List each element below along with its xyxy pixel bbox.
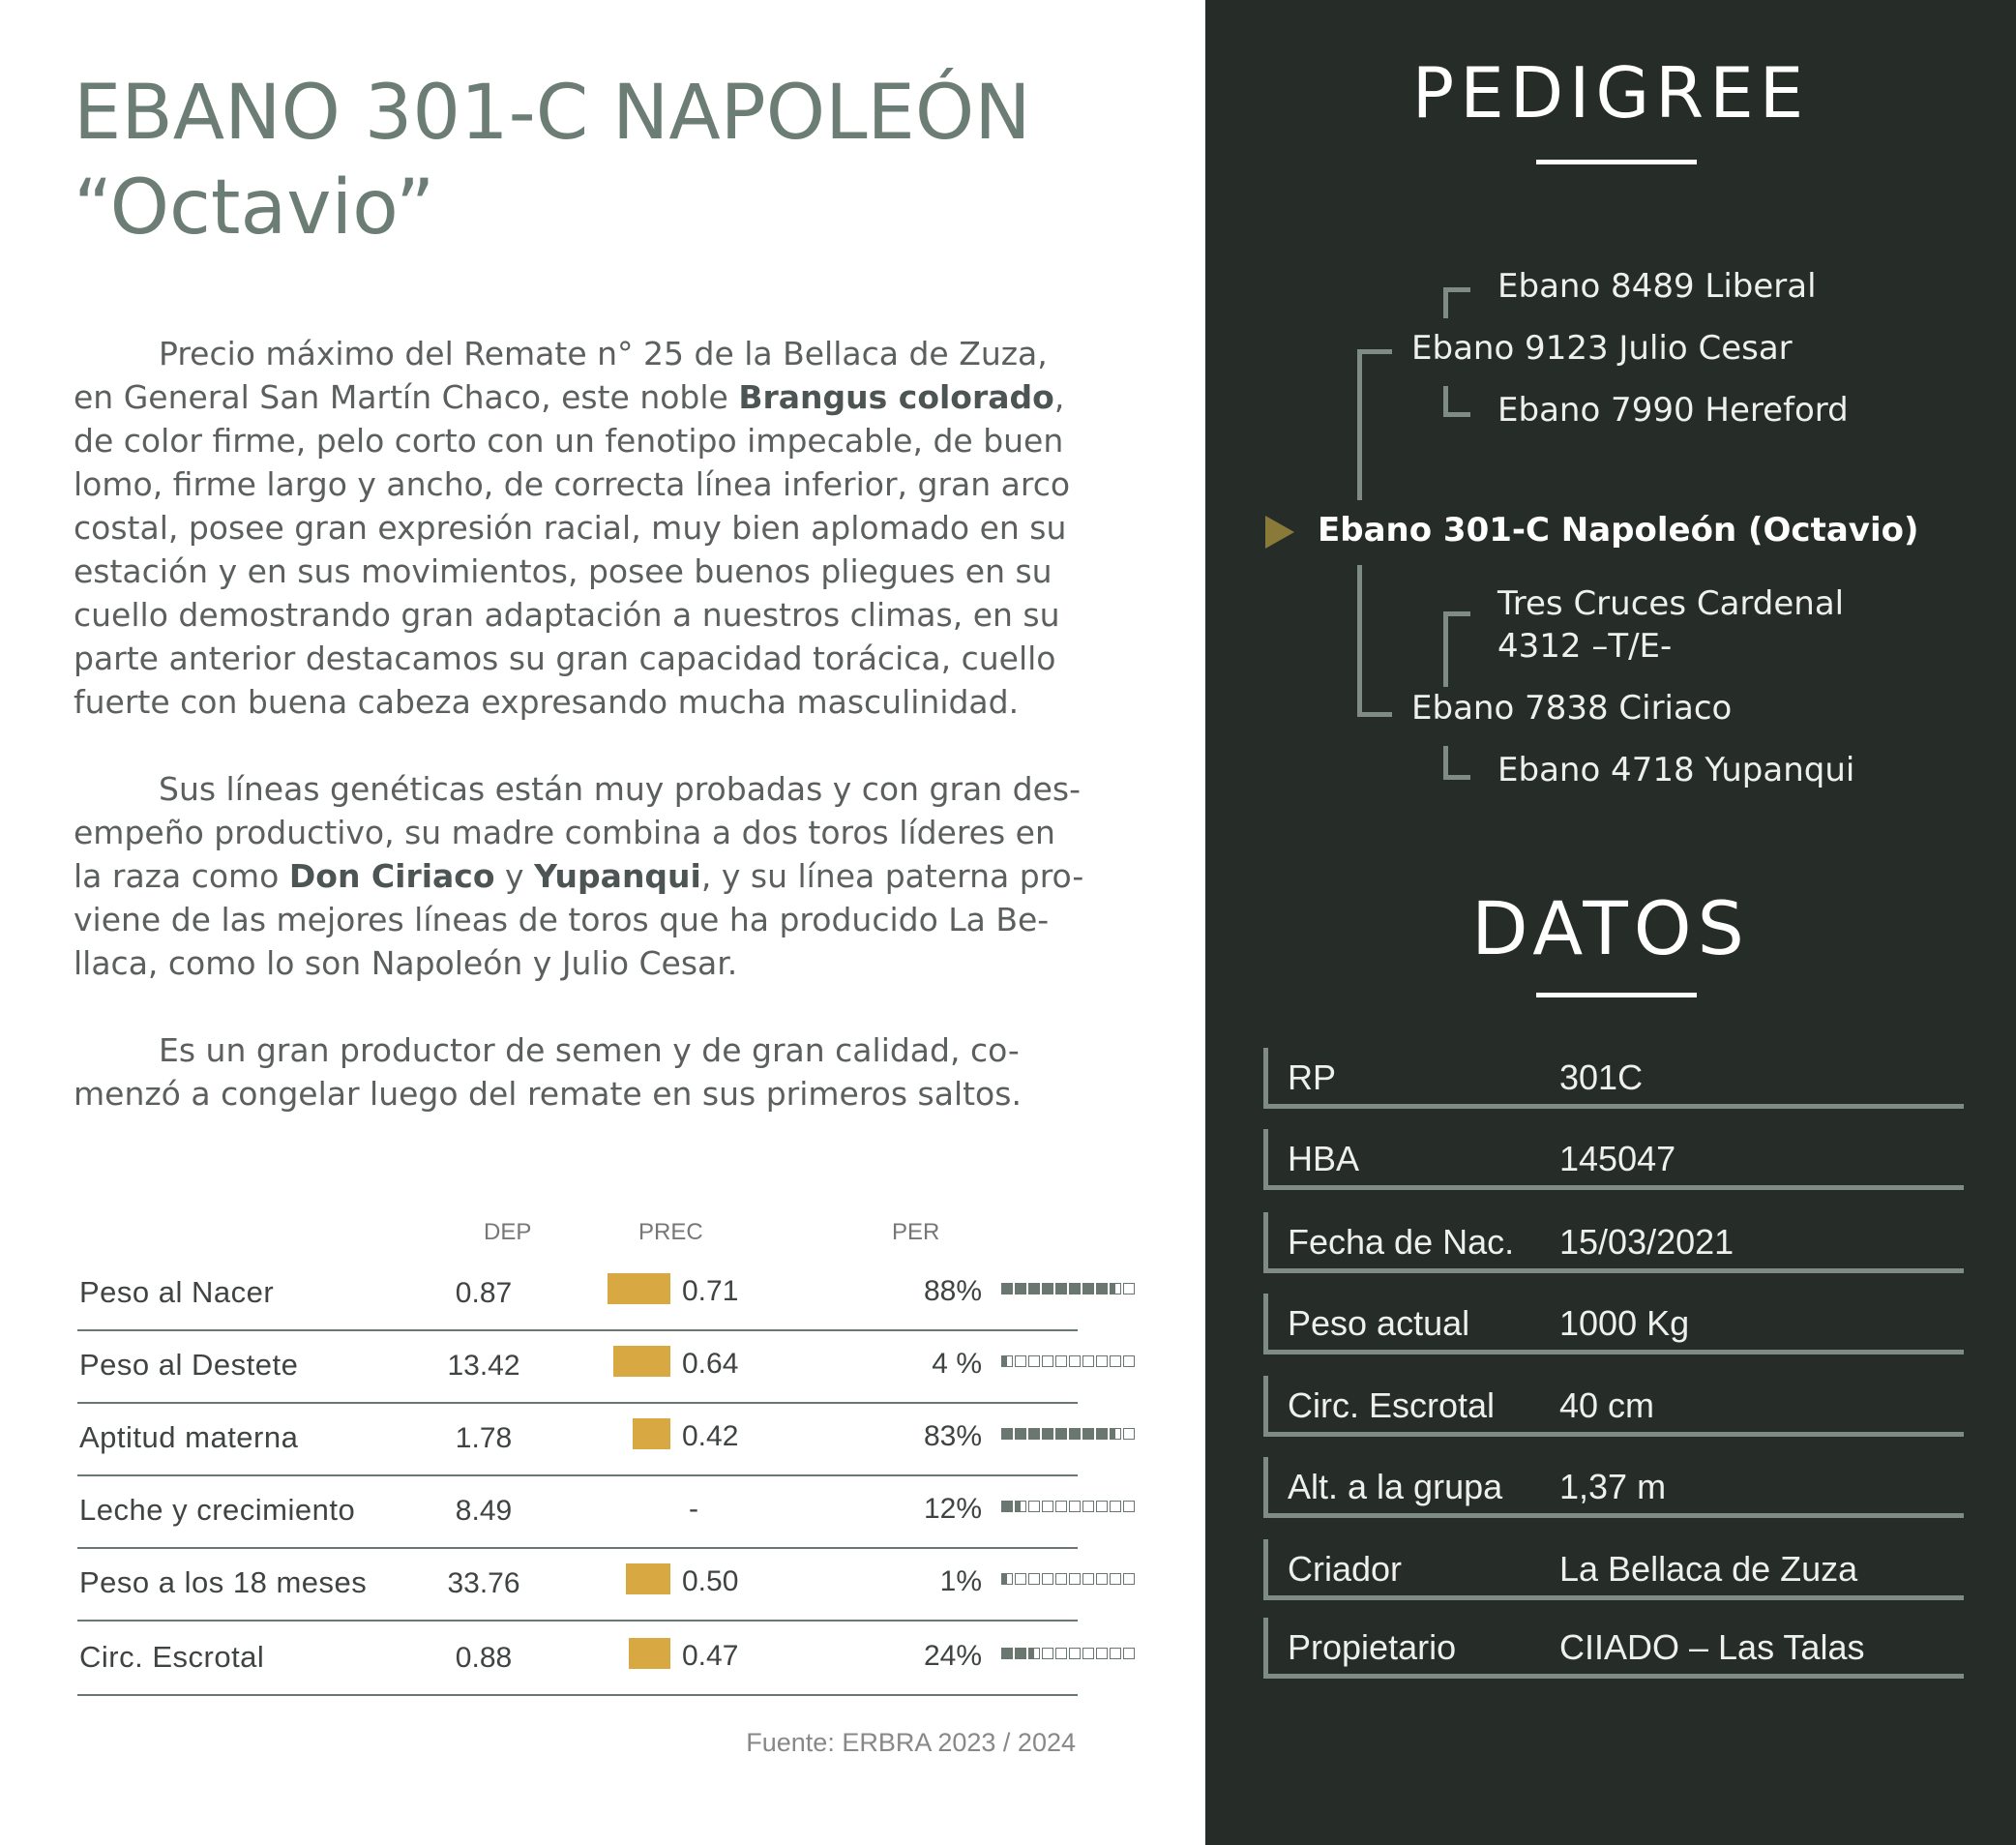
- percentile-square: [1069, 1428, 1081, 1440]
- datos-heading: DATOS: [1471, 885, 1750, 971]
- description-paragraph-3: [74, 1028, 1099, 1116]
- prec-value: 0.71: [682, 1275, 739, 1307]
- percentile-squares: [1001, 1573, 1135, 1587]
- dam: Ebano 7838 Ciriaco: [1411, 689, 1733, 728]
- percentile-squares: [1001, 1428, 1135, 1442]
- bull-nickname-title: “Octavio”: [74, 164, 435, 252]
- percentile-square: [1042, 1428, 1053, 1440]
- tree-line: [1443, 775, 1470, 780]
- per-value: 12%: [923, 1493, 982, 1525]
- tree-line: [1443, 746, 1448, 778]
- pedigree-heading: PEDIGREE: [1411, 52, 1810, 134]
- datos-value: 15/03/2021: [1559, 1222, 1734, 1262]
- percentile-square: [1082, 1501, 1094, 1512]
- datos-label: Peso actual: [1288, 1303, 1470, 1343]
- prec-bar: [629, 1638, 670, 1669]
- datos-value-cell: [1550, 1457, 1964, 1518]
- percentile-square: [1055, 1573, 1067, 1585]
- trait-label: Leche y crecimiento: [79, 1493, 356, 1527]
- percentile-square: [1123, 1428, 1135, 1440]
- tree-line: [1357, 712, 1392, 717]
- per-value: 4 %: [932, 1348, 982, 1380]
- per-value: 88%: [923, 1275, 982, 1307]
- percentile-square: [1028, 1428, 1040, 1440]
- percentile-square: [1015, 1501, 1026, 1512]
- percentile-square: [1055, 1355, 1067, 1367]
- percentile-square: [1055, 1648, 1067, 1659]
- percentile-square: [1015, 1355, 1026, 1367]
- dep-value: 0.87: [455, 1277, 513, 1309]
- description-paragraph-2: [74, 767, 1099, 985]
- percentile-square: [1001, 1428, 1013, 1440]
- prec-bar: [608, 1273, 670, 1304]
- percentile-square: [1082, 1283, 1094, 1294]
- pedigree-subject: Ebano 301-C Napoleón (Octavio): [1318, 511, 1919, 550]
- percentile-square: [1001, 1573, 1013, 1585]
- trait-label: Peso al Destete: [79, 1348, 299, 1382]
- prec-value: -: [689, 1493, 698, 1525]
- dep-table-row: [77, 1548, 1078, 1622]
- percentile-square: [1028, 1283, 1040, 1294]
- percentile-square: [1069, 1355, 1081, 1367]
- bold-yupanqui: Yupanqui: [534, 857, 701, 895]
- tree-line: [1357, 565, 1362, 717]
- bold-breed: Brangus colorado: [738, 378, 1054, 416]
- datos-value-cell: [1550, 1539, 1964, 1600]
- prec-value: 0.64: [682, 1348, 739, 1380]
- dep-table-row: [77, 1475, 1078, 1549]
- datos-value-cell: [1550, 1618, 1964, 1679]
- text-line: lomo, firme largo y ancho, de correcta línea inferior, gran arco: [74, 465, 1071, 503]
- percentile-square: [1001, 1648, 1013, 1659]
- dep-value: 8.49: [455, 1495, 513, 1527]
- text-line: Precio máximo del Remate n° 25 de la Bellaca de Zuza,: [159, 335, 1048, 372]
- per-value: 24%: [923, 1640, 982, 1672]
- percentile-squares: [1001, 1501, 1135, 1514]
- datos-value: 301C: [1559, 1057, 1644, 1097]
- description-paragraph-1: [74, 332, 1099, 724]
- text-line: viene de las mejores líneas de toros que ha producido La Be-: [74, 901, 1050, 938]
- dep-table-row: [77, 1403, 1078, 1476]
- percentile-square: [1123, 1355, 1135, 1367]
- percentile-square: [1096, 1501, 1108, 1512]
- header-prec: PREC: [638, 1219, 703, 1245]
- maternal-grandsire-line2: 4312 –T/E-: [1497, 627, 1673, 666]
- datos-label: RP: [1288, 1057, 1337, 1097]
- datos-value-cell: [1550, 1212, 1964, 1273]
- datos-label-cell: [1263, 1129, 1553, 1190]
- tree-line: [1357, 349, 1392, 354]
- percentile-square: [1082, 1355, 1094, 1367]
- percentile-square: [1123, 1283, 1135, 1294]
- percentile-square: [1069, 1573, 1081, 1585]
- tree-line: [1357, 349, 1362, 500]
- trait-label: Peso a los 18 meses: [79, 1565, 368, 1599]
- datos-label-cell: [1263, 1457, 1553, 1518]
- text-line: de color firme, pelo corto con un fenotipo impecable, de buen: [74, 422, 1064, 460]
- percentile-square: [1110, 1501, 1121, 1512]
- tree-line: [1443, 611, 1448, 687]
- percentile-square: [1055, 1283, 1067, 1294]
- source-note: Fuente: ERBRA 2023 / 2024: [746, 1728, 1076, 1757]
- percentile-square: [1015, 1283, 1026, 1294]
- datos-label-cell: [1263, 1048, 1553, 1109]
- datos-value: CIIADO – Las Talas: [1559, 1627, 1865, 1667]
- percentile-square: [1069, 1283, 1081, 1294]
- percentile-square: [1123, 1648, 1135, 1659]
- percentile-square: [1069, 1501, 1081, 1512]
- percentile-square: [1042, 1355, 1053, 1367]
- percentile-square: [1110, 1648, 1121, 1659]
- dep-table-row: [77, 1258, 1078, 1331]
- text-line: empeño productivo, su madre combina a dos toros líderes en: [74, 814, 1055, 851]
- dep-value: 1.78: [455, 1422, 513, 1454]
- tree-line: [1443, 611, 1470, 616]
- prec-value: 0.50: [682, 1565, 739, 1597]
- percentile-square: [1123, 1501, 1135, 1512]
- pedigree-underline: [1536, 160, 1697, 164]
- percentile-square: [1055, 1501, 1067, 1512]
- tree-line: [1443, 412, 1470, 417]
- percentile-square: [1042, 1283, 1053, 1294]
- datos-label: Circ. Escrotal: [1288, 1385, 1496, 1425]
- right-panel: [1205, 0, 2016, 1845]
- text-line: fuerte con buena cabeza expresando mucha masculinidad.: [74, 683, 1020, 721]
- percentile-square: [1028, 1501, 1040, 1512]
- percentile-square: [1096, 1428, 1108, 1440]
- percentile-square: [1015, 1428, 1026, 1440]
- percentile-square: [1096, 1283, 1108, 1294]
- dep-value: 33.76: [447, 1567, 520, 1599]
- dep-table-row: [77, 1622, 1078, 1696]
- trait-label: Peso al Nacer: [79, 1275, 275, 1309]
- percentile-square: [1028, 1648, 1040, 1659]
- trait-label: Circ. Escrotal: [79, 1640, 265, 1674]
- datos-value-cell: [1550, 1294, 1964, 1354]
- datos-label: Propietario: [1288, 1627, 1457, 1667]
- datos-value: La Bellaca de Zuza: [1559, 1549, 1858, 1589]
- maternal-grandsire-line1: Tres Cruces Cardenal: [1497, 584, 1845, 623]
- text-line: menzó a congelar luego del remate en sus primeros saltos.: [74, 1075, 1022, 1113]
- percentile-squares: [1001, 1355, 1135, 1369]
- percentile-square: [1042, 1573, 1053, 1585]
- prec-bar: [633, 1418, 670, 1449]
- paternal-granddam: Ebano 7990 Hereford: [1497, 391, 1849, 430]
- percentile-square: [1028, 1573, 1040, 1585]
- bold-don-ciriaco: Don Ciriaco: [288, 857, 495, 895]
- datos-value: 1000 Kg: [1559, 1303, 1690, 1343]
- percentile-square: [1001, 1283, 1013, 1294]
- datos-label-cell: [1263, 1294, 1553, 1354]
- dep-value: 13.42: [447, 1350, 520, 1382]
- text-line: la raza como Don Ciriaco y Yupanqui, y su línea paterna pro-: [74, 857, 1084, 895]
- sire: Ebano 9123 Julio Cesar: [1411, 329, 1793, 368]
- maternal-granddam: Ebano 4718 Yupanqui: [1497, 751, 1855, 789]
- percentile-square: [1001, 1355, 1013, 1367]
- prec-value: 0.47: [682, 1640, 739, 1672]
- text-line: Es un gran productor de semen y de gran calidad, co-: [159, 1031, 1020, 1069]
- dep-value: 0.88: [455, 1642, 513, 1674]
- tree-line: [1443, 287, 1470, 292]
- percentile-square: [1015, 1648, 1026, 1659]
- triangle-pointer-icon: [1265, 516, 1294, 549]
- datos-value: 40 cm: [1559, 1385, 1655, 1425]
- per-value: 83%: [923, 1420, 982, 1452]
- datos-value-cell: [1550, 1376, 1964, 1437]
- paternal-grandsire: Ebano 8489 Liberal: [1497, 267, 1817, 306]
- percentile-square: [1082, 1648, 1094, 1659]
- percentile-square: [1082, 1428, 1094, 1440]
- percentile-square: [1015, 1573, 1026, 1585]
- prec-bar: [626, 1563, 670, 1594]
- datos-label: Fecha de Nac.: [1288, 1222, 1515, 1262]
- percentile-square: [1096, 1573, 1108, 1585]
- datos-label-cell: [1263, 1618, 1553, 1679]
- percentile-squares: [1001, 1648, 1135, 1661]
- datos-label: Criador: [1288, 1549, 1403, 1589]
- text-line: Sus líneas genéticas están muy probadas y con gran des-: [159, 770, 1082, 808]
- percentile-square: [1028, 1355, 1040, 1367]
- datos-value: 145047: [1559, 1139, 1676, 1178]
- datos-value-cell: [1550, 1129, 1964, 1190]
- datos-label: Alt. a la grupa: [1288, 1467, 1503, 1506]
- header-per: PER: [892, 1219, 940, 1245]
- text-line: cuello demostrando gran adaptación a nuestros climas, en su: [74, 596, 1060, 634]
- percentile-square: [1123, 1573, 1135, 1585]
- percentile-square: [1110, 1428, 1121, 1440]
- percentile-square: [1110, 1573, 1121, 1585]
- datos-label-cell: [1263, 1212, 1553, 1273]
- text-line: llaca, como lo son Napoleón y Julio Cesar.: [74, 944, 738, 982]
- percentile-square: [1001, 1501, 1013, 1512]
- percentile-square: [1055, 1428, 1067, 1440]
- dep-table-row: [77, 1330, 1078, 1404]
- text-line: parte anterior destacamos su gran capacidad torácica, cuello: [74, 640, 1056, 677]
- datos-underline: [1536, 993, 1697, 997]
- percentile-squares: [1001, 1283, 1135, 1296]
- datos-value: 1,37 m: [1559, 1467, 1667, 1506]
- percentile-square: [1069, 1648, 1081, 1659]
- percentile-square: [1110, 1283, 1121, 1294]
- percentile-square: [1096, 1648, 1108, 1659]
- datos-label-cell: [1263, 1539, 1553, 1600]
- percentile-square: [1042, 1648, 1053, 1659]
- bull-name-title: EBANO 301-C NAPOLEÓN: [74, 70, 1031, 157]
- tree-line: [1443, 386, 1448, 415]
- text-line: en General San Martín Chaco, este noble Brangus colorado,: [74, 378, 1065, 416]
- per-value: 1%: [939, 1565, 982, 1597]
- prec-bar: [613, 1346, 670, 1377]
- prec-value: 0.42: [682, 1420, 739, 1452]
- percentile-square: [1082, 1573, 1094, 1585]
- text-line: costal, posee gran expresión racial, muy bien aplomado en su: [74, 509, 1067, 547]
- datos-label: HBA: [1288, 1139, 1360, 1178]
- percentile-square: [1042, 1501, 1053, 1512]
- percentile-square: [1110, 1355, 1121, 1367]
- percentile-square: [1096, 1355, 1108, 1367]
- header-dep: DEP: [484, 1219, 532, 1245]
- datos-label-cell: [1263, 1376, 1553, 1437]
- datos-value-cell: [1550, 1048, 1964, 1109]
- trait-label: Aptitud materna: [79, 1420, 299, 1454]
- text-line: estación y en sus movimientos, posee buenos pliegues en su: [74, 552, 1052, 590]
